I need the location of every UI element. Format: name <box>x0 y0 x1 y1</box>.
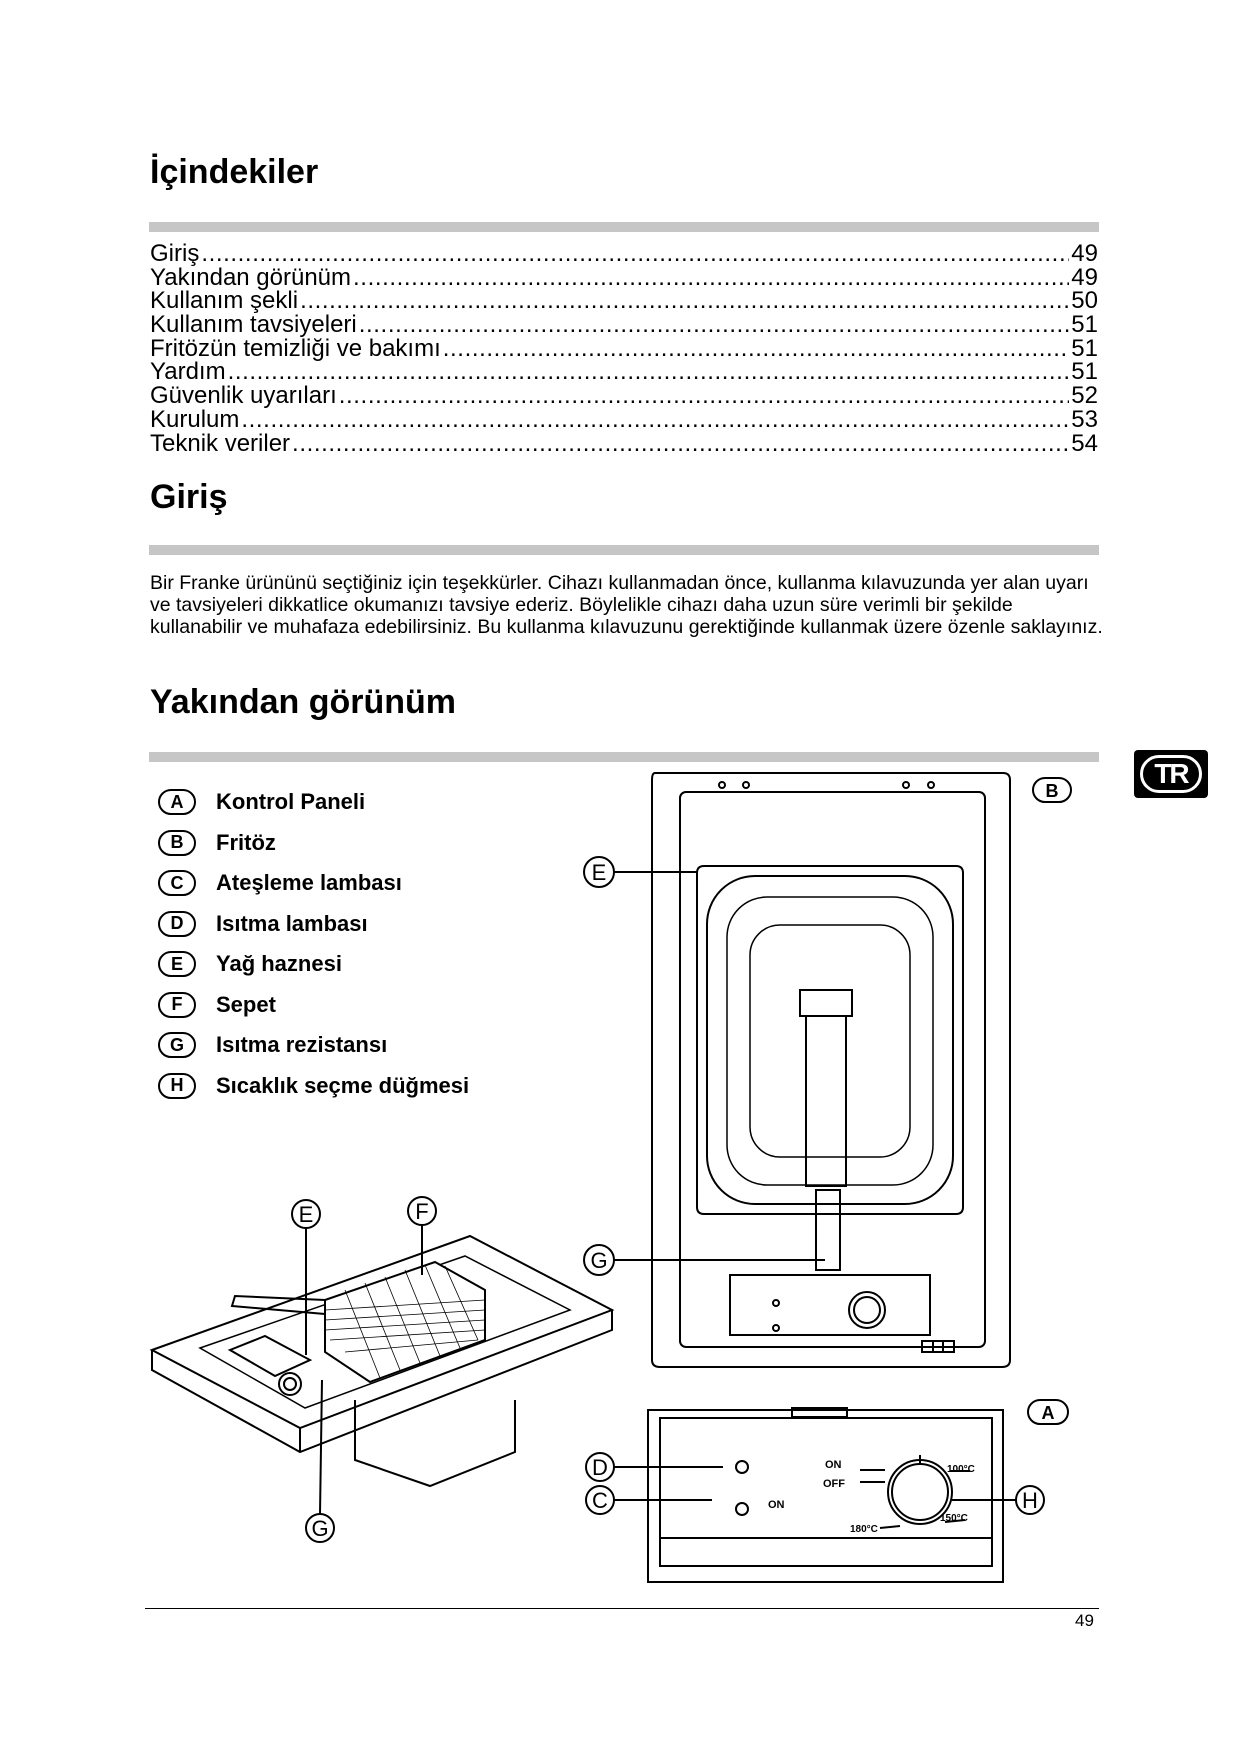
toc-entry[interactable]: Teknik veriler ..... 54 <box>150 432 1098 456</box>
language-badge-label: TR <box>1140 755 1202 793</box>
legend-label: Sepet <box>216 991 276 1017</box>
svg-text:H: H <box>1022 1488 1038 1513</box>
svg-text:G: G <box>590 1248 608 1273</box>
legend-label: Sıcaklık seçme düğmesi <box>216 1072 470 1098</box>
legend-label: Kontrol Paneli <box>216 789 366 815</box>
toc-entry[interactable]: Giriş ..... 49 <box>150 242 1098 266</box>
panel-on-label: ON <box>825 1459 842 1471</box>
legend-letter: H <box>158 1073 196 1099</box>
legend-letter: E <box>158 951 196 977</box>
footer-rule <box>145 1608 1099 1609</box>
toc-entry[interactable]: Kullanım tavsiyeleri ..... 51 <box>150 313 1098 337</box>
legend-label: Isıtma rezistansı <box>216 1032 388 1058</box>
toc-entry[interactable]: Yakından görünüm ..... 49 <box>150 266 1098 290</box>
panel-temp-150: 150°C <box>940 1513 968 1524</box>
toc-entry[interactable]: Yardım ..... 51 <box>150 360 1098 384</box>
page-number: 49 <box>1075 1611 1094 1630</box>
panel-off-label: OFF <box>823 1478 845 1490</box>
fryer-top-view <box>652 773 1010 1367</box>
legend-letter: F <box>158 992 196 1018</box>
svg-text:B: B <box>1045 781 1059 801</box>
panel-heating-on-label: ON <box>768 1499 785 1511</box>
legend-letter: A <box>158 789 196 815</box>
toc-entry[interactable]: Güvenlik uyarıları ..... 52 <box>150 384 1098 408</box>
legend-letter: B <box>158 830 196 856</box>
svg-text:E: E <box>591 860 607 885</box>
toc-entry[interactable]: Kurulum ..... 53 <box>150 408 1098 432</box>
legend-letter: D <box>158 911 196 937</box>
legend-label: Ateşleme lambası <box>216 870 402 896</box>
toc-heading: İçindekiler <box>150 153 319 191</box>
control-panel-detail <box>648 1408 1003 1582</box>
intro-paragraph: Bir Franke ürününü seçtiğiniz için teşekkürler. Cihazı kullanmadan önce, kullanma kılavuzunda yer alan uyarı ve tavsiyeleri dikkatlice okumanızı tavsiye ederiz. Böylelikle cihazı daha uzun süre verimli bir şekilde kullanabilir ve muhafaza edebilirsiniz. Bu kullanma kılavuzunu gerektiğinde kullanmak üzere özenle saklayınız. <box>150 572 1103 638</box>
fryer-isometric-view <box>152 1236 612 1486</box>
toc-entry[interactable]: Fritözün temizliği ve bakımı ..... 51 <box>150 337 1098 361</box>
legend-letter: G <box>158 1032 196 1058</box>
legend-label: Isıtma lambası <box>216 910 368 936</box>
svg-text:F: F <box>415 1199 429 1224</box>
svg-text:C: C <box>592 1488 608 1513</box>
svg-text:A: A <box>1041 1403 1055 1423</box>
callout-g-top <box>584 1245 825 1275</box>
overview-heading: Yakından görünüm <box>150 683 457 721</box>
svg-text:G: G <box>311 1516 329 1541</box>
legend-label: Yağ haznesi <box>216 951 342 977</box>
legend-label: Fritöz <box>216 829 276 855</box>
legend-letter: C <box>158 870 196 896</box>
svg-text:E: E <box>298 1202 314 1227</box>
intro-heading: Giriş <box>150 478 228 516</box>
panel-temp-100: 100°C <box>947 1464 975 1475</box>
panel-temp-180: 180°C <box>850 1524 878 1535</box>
toc-entry[interactable]: Kullanım şekli ..... 50 <box>150 289 1098 313</box>
svg-text:D: D <box>592 1455 608 1480</box>
